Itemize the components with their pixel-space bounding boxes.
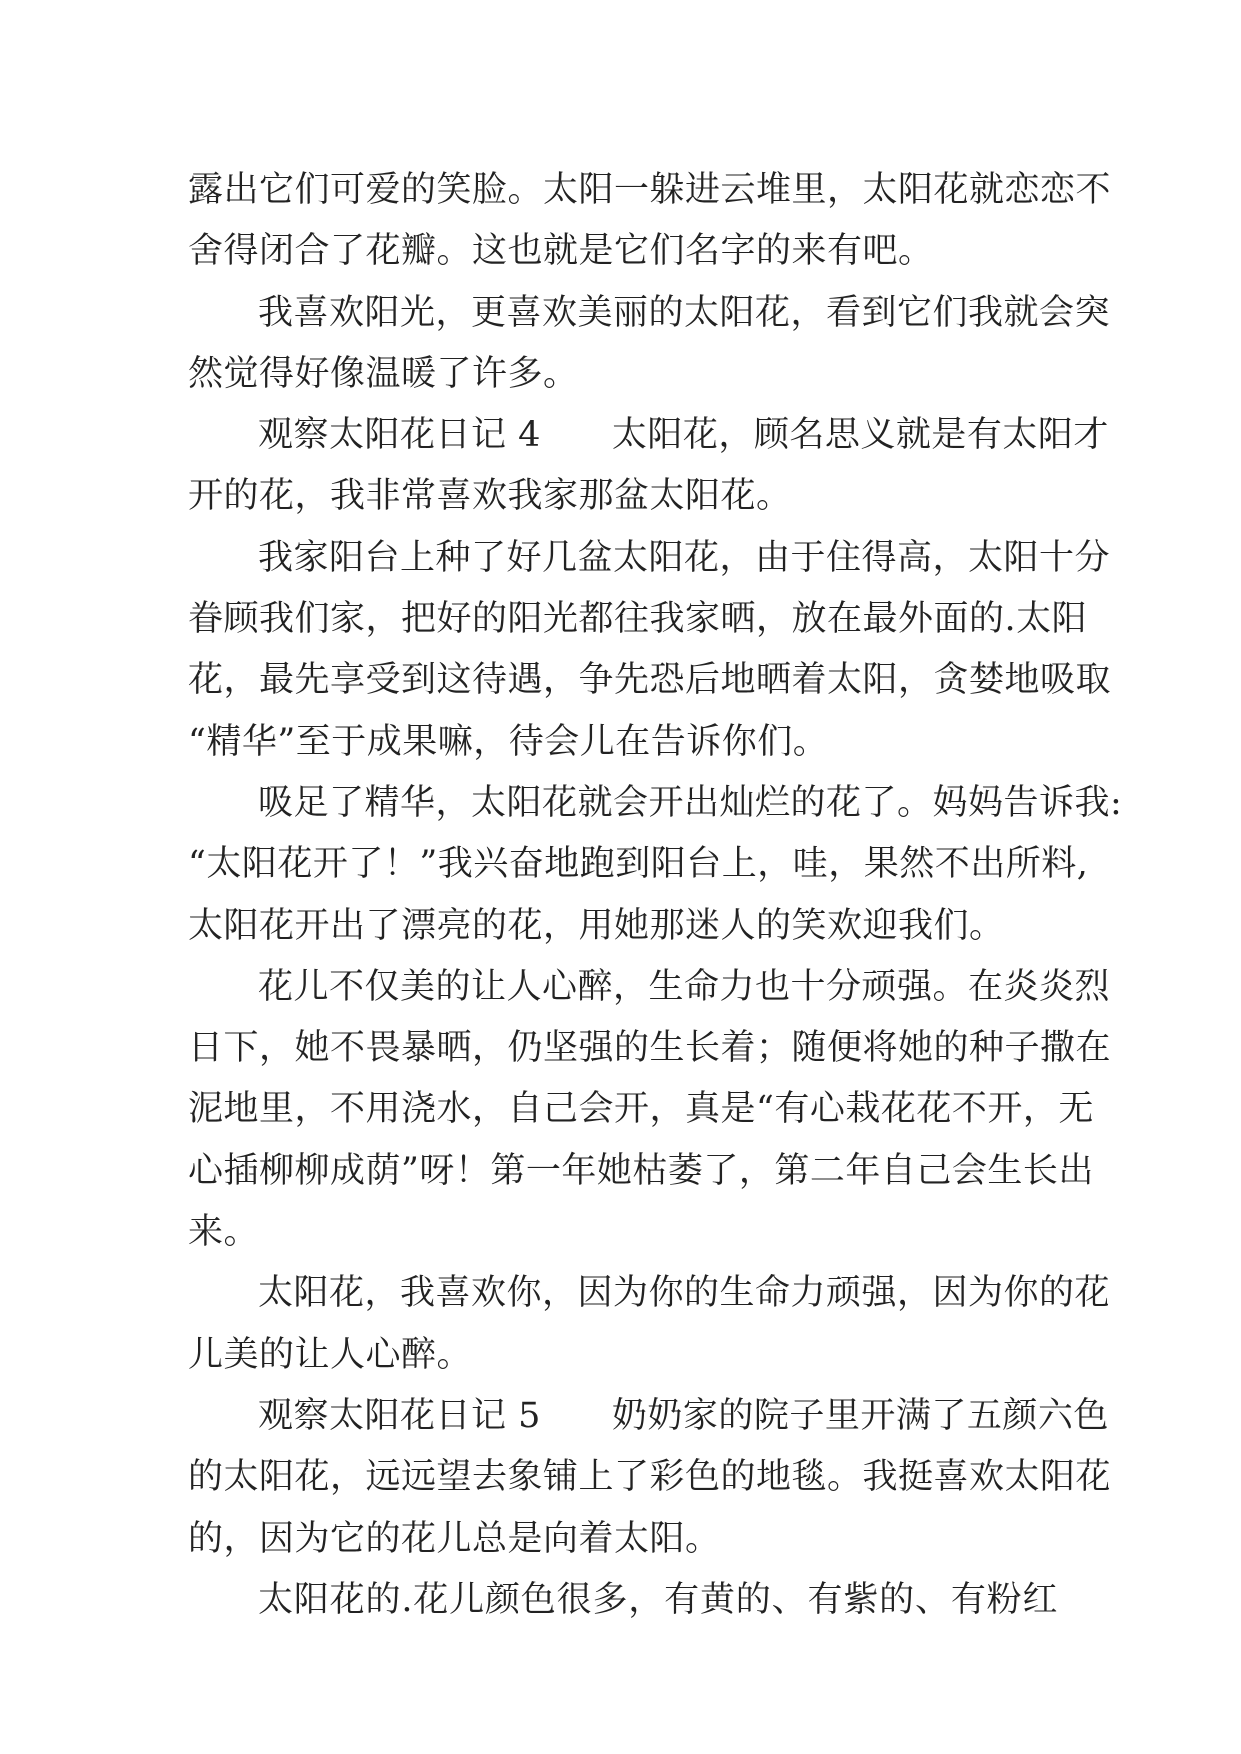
- text-line: 太阳花，我喜欢你，因为你的生命力顽强，因为你的花: [258, 1273, 1111, 1314]
- text-line: 的，因为它的花儿总是向着太阳。: [188, 1518, 721, 1559]
- text-line: 心插柳柳成荫”呀！第一年她枯萎了，第二年自己会生长出: [188, 1150, 1094, 1191]
- text-line: 眷顾我们家，把好的阳光都往我家晒，放在最外面的.太阳: [188, 599, 1088, 640]
- text-line: 观察太阳花日记 5 奶奶家的院子里开满了五颜六色: [258, 1395, 1109, 1436]
- text-line: “精华”至于成果嘛，待会儿在告诉你们。: [188, 721, 829, 762]
- text-line: 太阳花开出了漂亮的花，用她那迷人的笑欢迎我们。: [188, 905, 1005, 946]
- text-line: 然觉得好像温暖了许多。: [188, 353, 579, 394]
- text-line: 观察太阳花日记 4 太阳花，顾名思义就是有太阳才: [258, 415, 1109, 456]
- text-line: “太阳花开了！”我兴奋地跑到阳台上，哇，果然不出所料,: [188, 844, 1089, 885]
- text-line: 花，最先享受到这待遇，争先恐后地晒着太阳，贪婪地吸取: [188, 660, 1112, 701]
- text-line: 来。: [188, 1212, 260, 1253]
- text-line: 开的花，我非常喜欢我家那盆太阳花。: [188, 476, 792, 517]
- text-line: 太阳花的.花儿颜色很多，有黄的、有紫的、有粉红: [258, 1579, 1058, 1620]
- text-line: 露出它们可爱的笑脸。太阳一躲进云堆里，太阳花就恋恋不: [188, 170, 1112, 210]
- document-body: [188, 160, 1123, 1631]
- text-line: 的太阳花，远远望去象铺上了彩色的地毯。我挺喜欢太阳花: [188, 1457, 1112, 1498]
- text-line: 我喜欢阳光，更喜欢美丽的太阳花，看到它们我就会突: [258, 292, 1111, 333]
- text-line: 日下，她不畏暴晒，仍坚强的生长着；随便将她的种子撒在: [188, 1028, 1112, 1069]
- text-line: 吸足了精华，太阳花就会开出灿烂的花了。妈妈告诉我:: [258, 782, 1123, 823]
- text-line: 花儿不仅美的让人心醉，生命力也十分顽强。在炎炎烈: [258, 966, 1111, 1007]
- text-line: 泥地里，不用浇水，自己会开，真是“有心栽花花不开，无: [188, 1089, 1094, 1130]
- text-line: 舍得闭合了花瓣。这也就是它们名字的来有吧。: [188, 231, 934, 272]
- text-line: 我家阳台上种了好几盆太阳花，由于住得高，太阳十分: [258, 537, 1111, 578]
- text-line: 儿美的让人心醉。: [188, 1334, 473, 1375]
